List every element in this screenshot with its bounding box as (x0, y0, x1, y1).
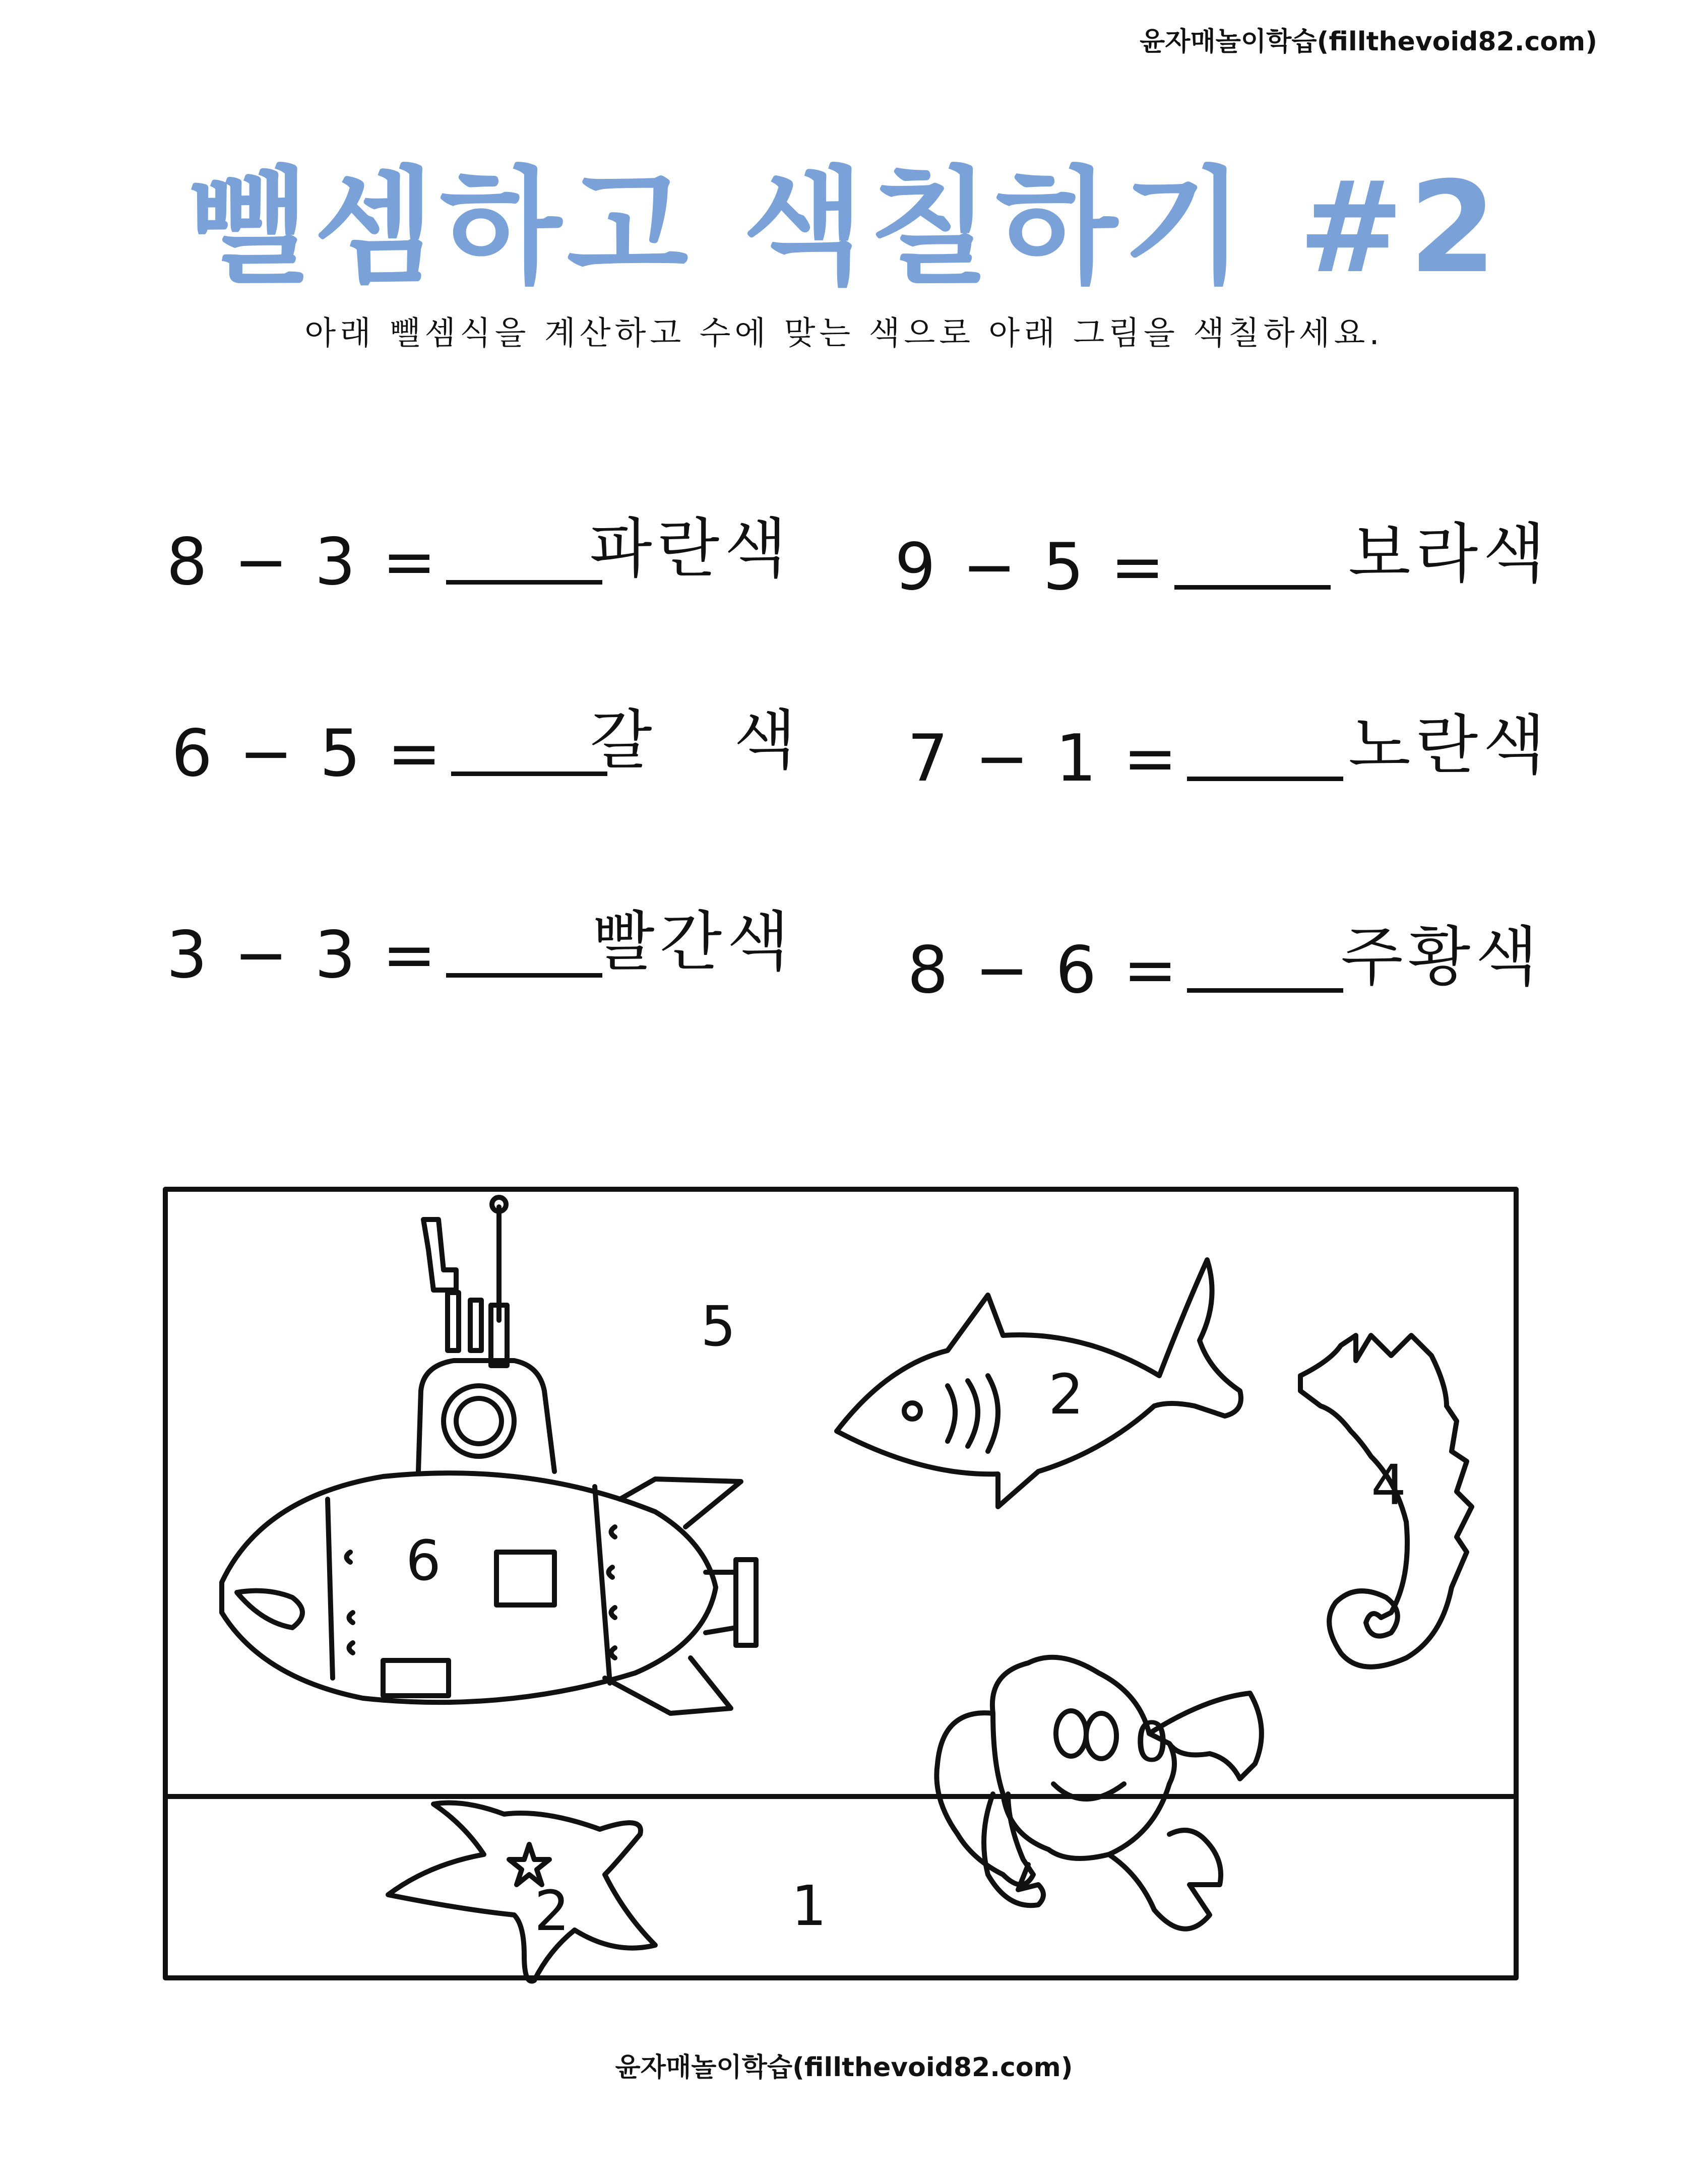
fish-number: 2 (1048, 1362, 1084, 1427)
submarine[interactable] (222, 1197, 756, 1713)
header-credit: 윤자매놀이학습(fillthevoid82.com) (1139, 27, 1597, 57)
color-name: 갈 색 (590, 703, 801, 778)
color-name: 빨간색 (592, 905, 794, 980)
equation-expression: 6 − 5 = (171, 716, 445, 791)
seabed-number: 1 (791, 1874, 827, 1938)
starfish-number: 2 (534, 1879, 570, 1943)
equation-expression: 8 − 3 = (166, 525, 440, 600)
color-name: 주황색 (1341, 920, 1543, 995)
page-title: 뺄셈하고 색칠하기 #2 (186, 154, 1502, 301)
seahorse-number: 4 (1371, 1453, 1406, 1517)
crab[interactable] (936, 1657, 1262, 1929)
equation-expression: 7 − 1 = (907, 721, 1180, 796)
picture-frame (165, 1189, 1516, 1978)
instructions: 아래 뺄셈식을 계산하고 수에 맞는 색으로 아래 그림을 색칠하세요. (304, 315, 1384, 352)
color-name: 파란색 (590, 511, 792, 587)
fish[interactable] (837, 1260, 1241, 1507)
color-name: 노란색 (1348, 708, 1550, 783)
equation-expression: 8 − 6 = (907, 933, 1180, 1008)
equation-expression: 9 − 5 = (895, 530, 1168, 605)
water-number: 5 (701, 1294, 736, 1359)
color-name: 보라색 (1348, 517, 1550, 592)
equation-expression: 3 − 3 = (166, 918, 440, 993)
starfish[interactable] (388, 1803, 655, 1981)
footer-credit: 윤자매놀이학습(fillthevoid82.com) (615, 2052, 1073, 2083)
submarine-number: 6 (406, 1528, 441, 1593)
crab-number: 0 (1134, 1710, 1169, 1774)
